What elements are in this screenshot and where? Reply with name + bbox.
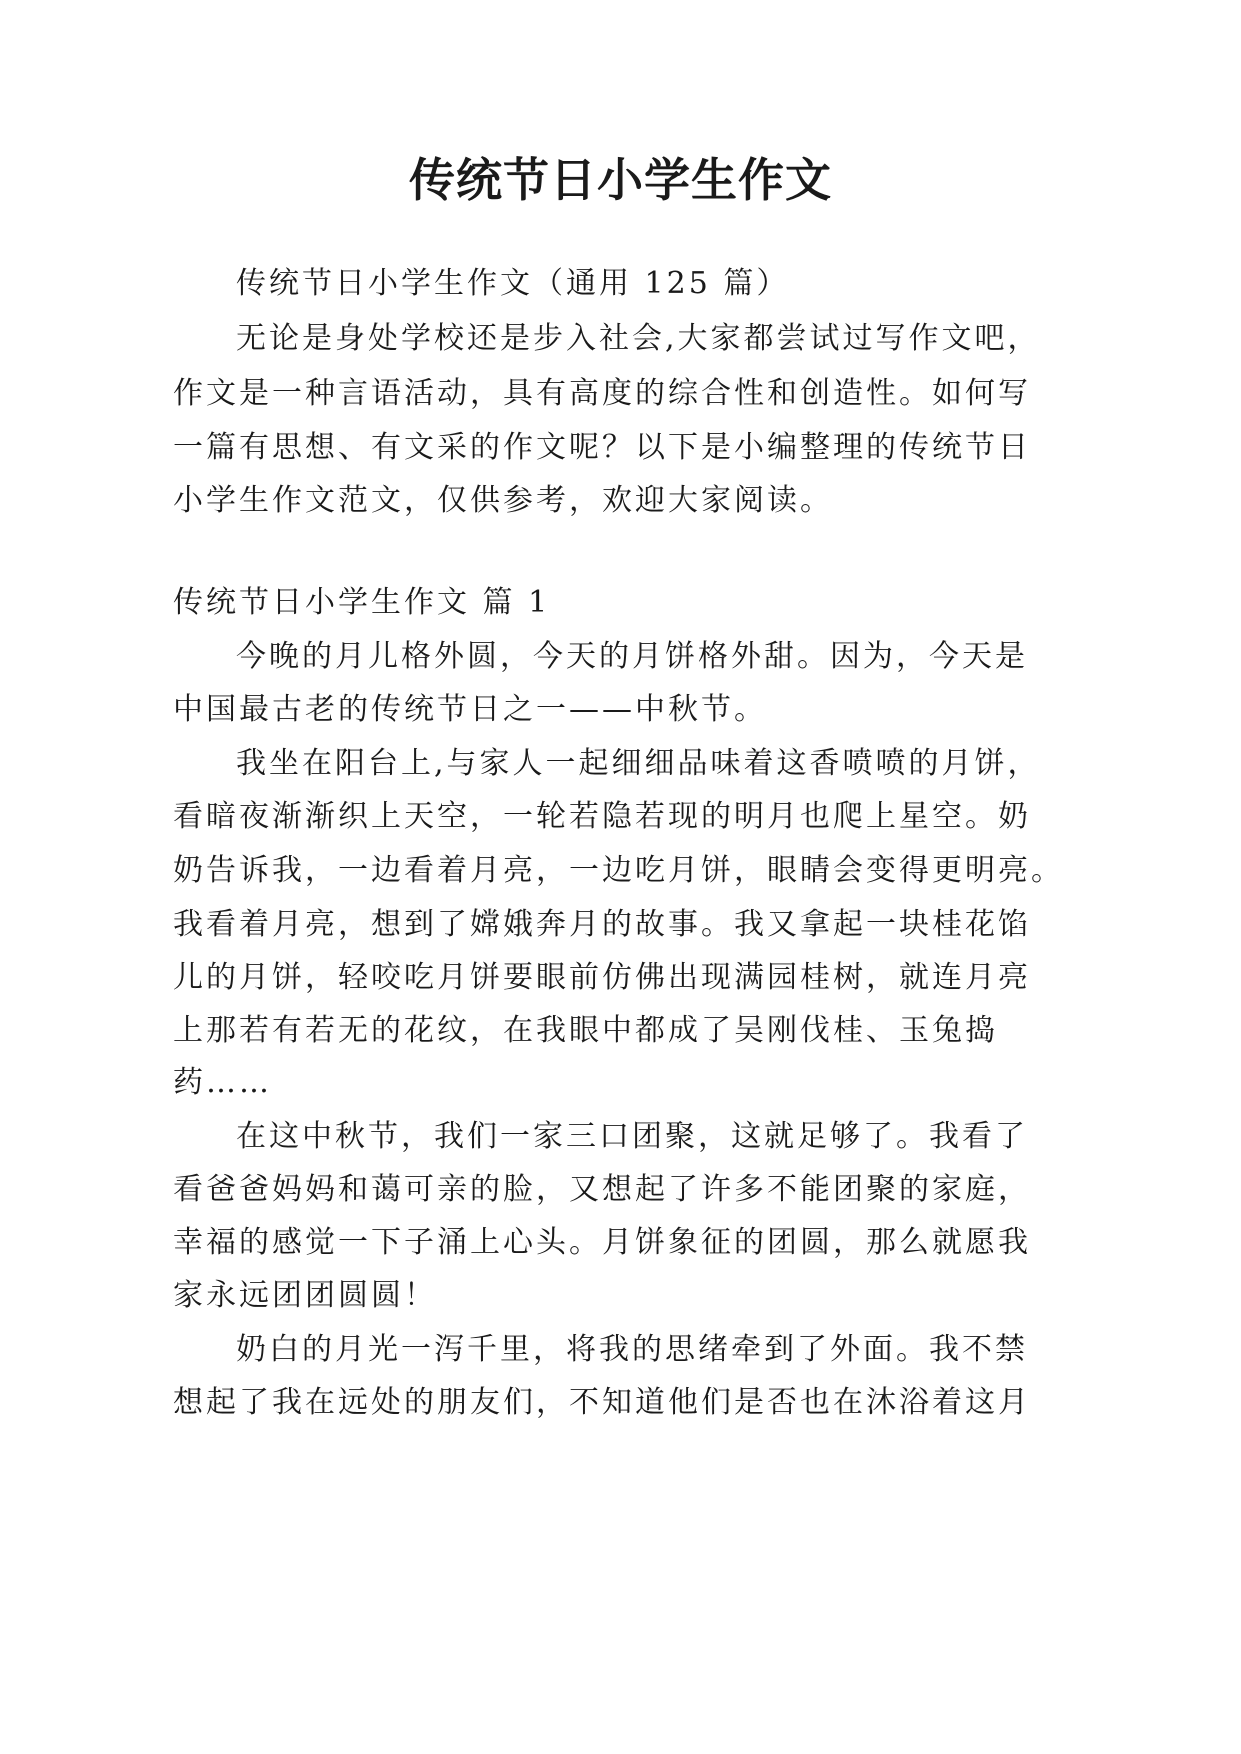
body-line: 幸福的感觉一下子涌上心头。月饼象征的团圆，那么就愿我 bbox=[173, 1225, 1031, 1260]
body-line: 中国最古老的传统节日之一——中秋节。 bbox=[173, 692, 767, 727]
body-line: 今晚的月儿格外圆，今天的月饼格外甜。因为，今天是 bbox=[236, 639, 1028, 674]
body-line: 我坐在阳台上,与家人一起细细品味着这香喷喷的月饼， bbox=[236, 746, 1041, 781]
section-heading: 传统节日小学生作文 篇 1 bbox=[173, 585, 551, 620]
intro-line: 作文是一种言语活动，具有高度的综合性和创造性。如何写 bbox=[173, 376, 1031, 411]
subtitle-line: 传统节日小学生作文（通用 125 篇） bbox=[236, 266, 790, 301]
body-line: 儿的月饼，轻咬吃月饼要眼前仿佛出现满园桂树，就连月亮 bbox=[173, 960, 1031, 995]
body-line: 家永远团团圆圆！ bbox=[173, 1278, 437, 1313]
body-line: 奶告诉我，一边看着月亮，一边吃月饼，眼睛会变得更明亮。 bbox=[173, 853, 1064, 888]
document-title: 传统节日小学生作文 bbox=[409, 153, 832, 207]
body-line: 想起了我在远处的朋友们，不知道他们是否也在沐浴着这月 bbox=[173, 1385, 1031, 1420]
body-line: 看暗夜渐渐织上天空，一轮若隐若现的明月也爬上星空。奶 bbox=[173, 799, 1031, 834]
body-line: 药…… bbox=[173, 1065, 272, 1100]
intro-line: 小学生作文范文，仅供参考，欢迎大家阅读。 bbox=[173, 483, 833, 518]
body-line: 奶白的月光一泻千里，将我的思绪牵到了外面。我不禁 bbox=[236, 1332, 1028, 1367]
intro-line: 一篇有思想、有文采的作文呢？以下是小编整理的传统节日 bbox=[173, 430, 1031, 465]
body-line: 上那若有若无的花纹，在我眼中都成了吴刚伐桂、玉兔捣 bbox=[173, 1013, 998, 1048]
body-line: 我看着月亮，想到了嫦娥奔月的故事。我又拿起一块桂花馅 bbox=[173, 907, 1031, 942]
body-line: 在这中秋节，我们一家三口团聚，这就足够了。我看了 bbox=[236, 1119, 1028, 1154]
intro-line: 无论是身处学校还是步入社会,大家都尝试过写作文吧， bbox=[236, 321, 1041, 356]
body-line: 看爸爸妈妈和蔼可亲的脸，又想起了许多不能团聚的家庭， bbox=[173, 1172, 1031, 1207]
